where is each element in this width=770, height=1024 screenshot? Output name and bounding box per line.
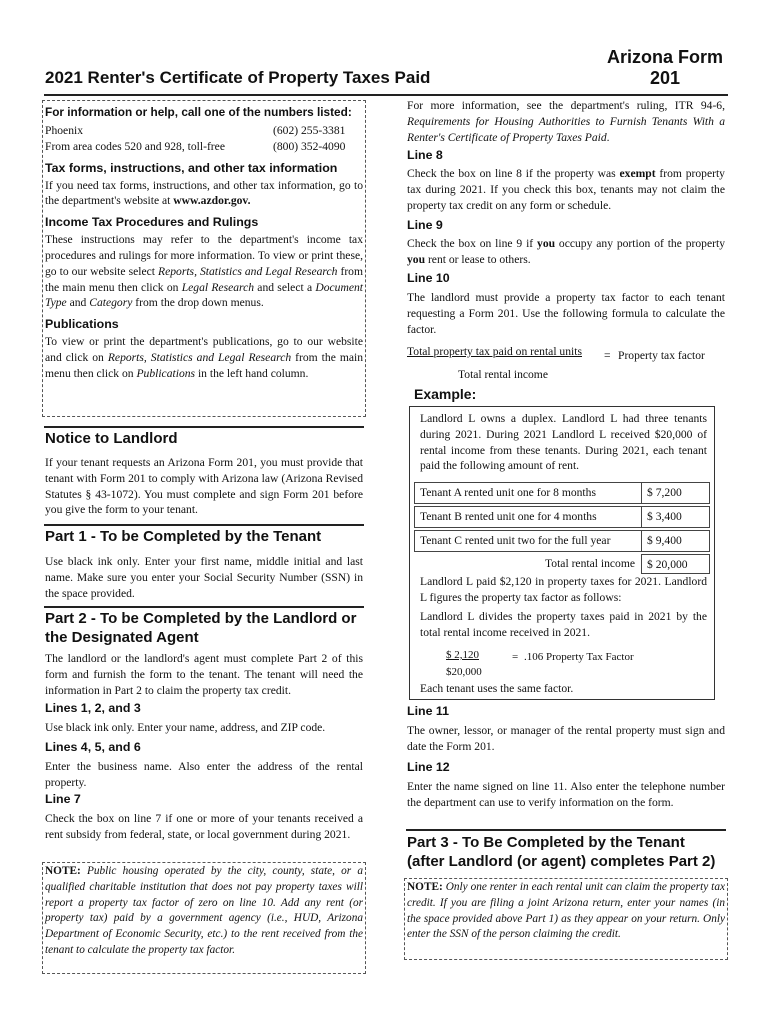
publications-text — [45, 334, 363, 381]
line11-text: The owner, lessor, or manager of the rental property must sign and date the Form 201. — [407, 724, 725, 753]
notice-text: If your tenant requests an Arizona Form 201, you must provide that tenant with Form 201 to comply with Arizona law (Arizona Revised Statutes § 43-1072). You must complete and sign Form 201 before you give the form to your tenant. — [45, 456, 363, 517]
line10-text: The landlord must provide a property tax factor to each tenant requesting a Form 201. Use the following formula to calculate the factor. — [407, 291, 725, 336]
itpr-em: Legal Research — [181, 280, 255, 294]
phone-label: Phoenix — [45, 124, 84, 137]
header-rule — [44, 94, 728, 96]
line9-part: Check the box on line 9 if — [407, 237, 538, 250]
line9-bold: you — [537, 237, 556, 250]
line9-heading: Line 9 — [407, 218, 443, 232]
note-label: NOTE: — [45, 865, 81, 877]
tenant-amount: $ 3,400 — [641, 507, 709, 527]
lines456-heading: Lines 4, 5, and 6 — [45, 740, 141, 754]
form-title — [604, 47, 726, 89]
calc-equals: = — [512, 651, 519, 663]
line11-heading: Line 11 — [407, 704, 450, 718]
formula-result: Property tax factor — [618, 349, 705, 362]
line9-part: rent or lease to others. — [425, 252, 531, 266]
lines123-heading: Lines 1, 2, and 3 — [45, 701, 141, 715]
intro-part: . — [606, 130, 610, 144]
line9-text — [407, 236, 725, 268]
total-row — [414, 554, 710, 574]
part3-heading — [407, 833, 729, 871]
line8-part: from property tax during 2021. If you check this box, tenants may not claim the property tax credit on any form or schedule. — [407, 167, 725, 212]
calc-fraction — [446, 648, 482, 679]
table-row — [414, 482, 710, 504]
line12-heading: Line 12 — [407, 760, 450, 774]
phone-list — [45, 123, 363, 155]
tenant-label: Tenant C rented unit two for the full year — [420, 534, 611, 547]
note-text — [45, 864, 363, 959]
line12-text: Enter the name signed on line 11. Also enter the telephone number the department can use to verify information on the form. — [407, 780, 725, 809]
itpr-text — [45, 232, 363, 311]
pub-text-part: from the main menu then click on — [45, 350, 364, 380]
pub-text-part: in the left hand column. — [195, 366, 309, 380]
calc-numerator: $ 2,120 — [446, 649, 479, 661]
itpr-text-part: These instructions may refer to the department's income tax procedures and rulings for more information. To view or print these, go to our website select — [45, 233, 363, 278]
form-number: 201 — [649, 68, 681, 88]
publications-heading: Publications — [45, 317, 119, 332]
phone-row — [45, 139, 363, 155]
phone-label: From area codes 520 and 928, toll-free — [45, 139, 225, 153]
line9-part: occupy any portion of the property — [555, 237, 725, 250]
tax-forms-text-part: If you need tax forms, instructions, and other tax information, go to the department's website at — [45, 178, 363, 208]
part2-heading: Part 2 - To be Completed by the Landlord or the Designated Agent — [45, 610, 357, 646]
part3-heading-line: Part 3 - To Be Completed by the Tenant — [407, 834, 685, 851]
form-title-name: Arizona Form — [606, 47, 723, 67]
itpr-text-part: from the main menu then click on — [45, 264, 363, 294]
part3-heading-line: (after Landlord (or agent) completes Part 2) — [407, 853, 716, 870]
total-label: Total rental income — [545, 557, 635, 570]
calc-result: .106 Property Tax Factor — [524, 651, 634, 663]
intro-part: For more information, see the department's ruling, ITR 94-6, — [407, 99, 725, 112]
lines456-text: Enter the business name. Also enter the address of the rental property. — [45, 760, 363, 789]
line10-heading: Line 10 — [407, 271, 450, 285]
part3-note-label: NOTE: — [407, 881, 443, 893]
itpr-text-part: and select a — [254, 280, 316, 294]
phone-number: (602) 255-3381 — [273, 124, 346, 137]
line8-bold: exempt — [619, 167, 656, 180]
table-row — [414, 506, 710, 528]
itpr-em: Document Type — [45, 280, 363, 310]
tenant-table — [414, 482, 710, 574]
tenant-amount: $ 9,400 — [641, 531, 709, 551]
calc-denominator: $20,000 — [446, 666, 482, 678]
example-text-3: Landlord L divides the property taxes paid in 2021 by the total rental income received in 2021. — [420, 610, 707, 639]
formula-numerator: Total property tax paid on rental units — [407, 345, 582, 358]
pub-em: Reports, Statistics and Legal Research — [107, 350, 292, 364]
line8-heading: Line 8 — [407, 148, 443, 162]
part3-rule — [406, 829, 726, 831]
pub-em: Publications — [136, 366, 196, 380]
formula-denominator: Total rental income — [458, 368, 548, 381]
itpr-em: Reports, Statistics and Legal Research — [158, 264, 338, 278]
notice-heading: Notice to Landlord — [45, 430, 178, 447]
part1-heading: Part 1 - To be Completed by the Tenant — [45, 528, 322, 545]
itpr-text-part: and — [66, 296, 90, 310]
tenant-label: Tenant B rented unit one for 4 months — [420, 510, 597, 523]
phone-row — [45, 123, 363, 139]
line8-part: Check the box on line 8 if the property was — [407, 167, 620, 180]
formula-equals: = — [604, 349, 611, 362]
info-heading: For information or help, call one of the numbers listed: — [45, 105, 352, 119]
part2-text: The landlord or the landlord's agent must complete Part 2 of this form and furnish the form to the tenant. The tenant will need the information in Part 2 to claim the property tax credit. — [45, 652, 363, 697]
example-heading: Example: — [414, 386, 477, 402]
part1-text: Use black ink only. Enter your first name, middle initial and last name. Make sure you enter your Social Security Number (SSN) in the space provided. — [45, 555, 363, 600]
part1-rule — [44, 524, 364, 526]
tenant-label: Tenant A rented unit one for 8 months — [420, 486, 596, 499]
line9-bold: you — [407, 252, 426, 266]
line8-text — [407, 166, 725, 213]
notice-rule — [44, 426, 364, 428]
ruling-intro — [407, 98, 725, 145]
document-title: 2021 Renter's Certificate of Property Taxes Paid — [45, 68, 431, 87]
line7-heading: Line 7 — [45, 792, 81, 806]
note-body: Public housing operated by the city, county, state, or a qualified charitable institution that does not pay property taxes will report a property tax factor of zero on line 10. Add any rent (or property tax) paid by a government agency (i.e., HUD, Arizona Department of Economic Security, etc.) to the rent received from the tenant to calculate the property tax factor. — [45, 865, 363, 956]
tax-forms-text — [45, 178, 363, 210]
part3-note-body: Only one renter in each rental unit can claim the property tax credit. If you are filing a joint Arizona return, enter your names (in the space provided above Part 1) as they appear on your return. Only enter the SSN of the person claiming the credit. — [407, 881, 725, 941]
phone-number: (800) 352-4090 — [273, 139, 346, 153]
itpr-text-part: from the drop down menus. — [132, 296, 264, 310]
intro-em: Requirements for Housing Authorities to Furnish Tenants With a Renter's Certificate of Property Taxes Paid — [407, 114, 725, 144]
part2-rule — [44, 606, 364, 608]
example-text: Landlord L owns a duplex. Landlord L had three tenants during 2021. During 2021 Landlord L received $20,000 of rental income from these tenants. During 2021, each tenant paid the following amount of rent. — [420, 412, 707, 473]
lines123-text: Use black ink only. Enter your name, address, and ZIP code. — [45, 721, 326, 734]
total-amount: $ 20,000 — [641, 554, 710, 574]
example-text-2: Landlord L paid $2,120 in property taxes for 2021. Landlord L figures the property tax factor as follows: — [420, 575, 707, 604]
itpr-heading: Income Tax Procedures and Rulings — [45, 215, 259, 230]
website-link[interactable]: www.azdor.gov. — [173, 194, 251, 208]
table-row — [414, 530, 710, 552]
tenant-amount: $ 7,200 — [641, 483, 709, 503]
example-text-4: Each tenant uses the same factor. — [420, 682, 574, 695]
info-box-content — [45, 105, 363, 382]
pub-text-part: To view or print the department's publications, go to our website and click on — [45, 335, 363, 364]
itpr-em: Category — [89, 296, 133, 310]
part3-note-text — [407, 880, 725, 943]
line7-text: Check the box on line 7 if one or more of your tenants received a rent subsidy from federal, state, or local government during 2021. — [45, 812, 363, 841]
tax-forms-heading: Tax forms, instructions, and other tax information — [45, 160, 338, 175]
